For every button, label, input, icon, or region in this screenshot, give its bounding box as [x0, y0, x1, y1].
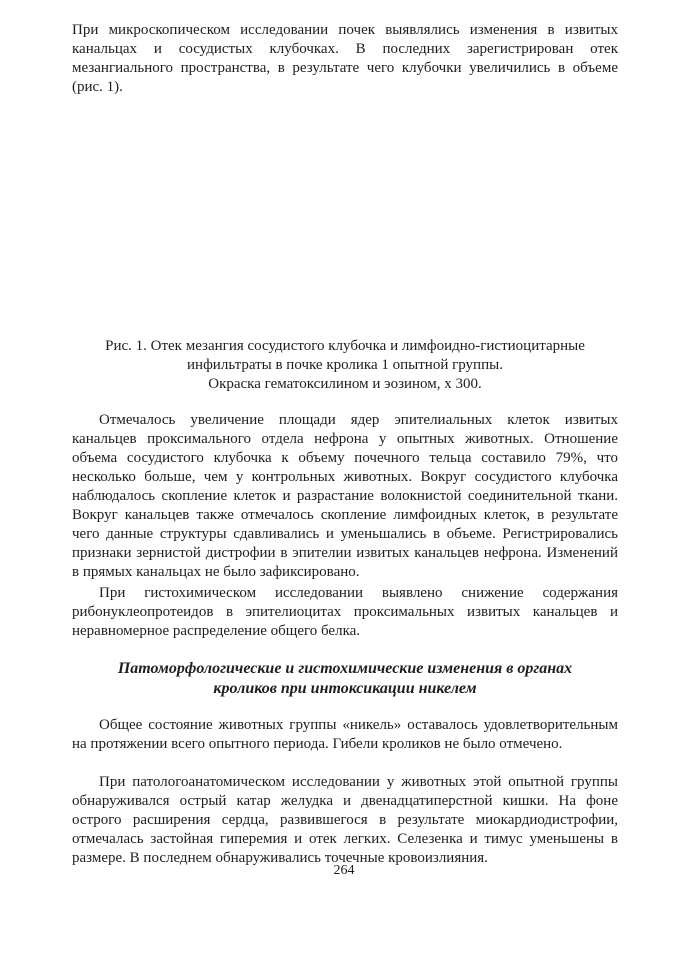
paragraph-histochemistry: При гистохимическом исследовании выявлено снижение содержания рибонуклеопротеидов в эпителиоцитах проксимальных извитых канальцев и неравномерное распределение общего белка.	[72, 585, 618, 639]
caption-line-2: инфильтраты в почке кролика 1 опытной группы.	[187, 357, 503, 373]
heading-line-2: кроликов при интоксикации никелем	[213, 680, 477, 697]
caption-line-3: Окраска гематоксилином и эозином, х 300.	[208, 376, 482, 392]
paragraph-pathology: При патологоанатомическом исследовании у животных этой опытной группы обнаруживался острый катар желудка и двенадцатиперстной кишки. На фоне острого расширения сердца, развившегося в результате миокардиодистрофии, отмечалась застойная гиперемия и отек легких. Селезенка и тимус уменьшены в размере. В последнем обнаруживались точечные кровоизлияния.	[72, 774, 618, 866]
page-number: 264	[333, 863, 355, 878]
paragraph-microscopy: При микроскопическом исследовании почек выявлялись изменения в извитых канальцах и сосудистых клубочках. В последних зарегистрирован отек мезангиального пространства, в результате чего клубочки увеличились в объеме (рис. 1).	[72, 22, 618, 95]
section-heading	[72, 659, 618, 699]
heading-line-1: Патоморфологические и гистохимические изменения в органах	[117, 660, 573, 677]
paragraph-nuclei-area: Отмечалось увеличение площади ядер эпителиальных клеток извитых канальцев проксимального отдела нефрона у опытных животных. Отношение объема сосудистого клубочка к объему почечного тельца составило 79%, что несколько больше, чем у контрольных животных. Вокруг сосудистого клубочка наблюдалось скопление клеток и разрастание волокнистой соединительной ткани. Вокруг канальцев также отмечалось скопление лимфоидных клеток, в результате чего данные структуры сдавливались и уменьшались в объеме. Регистрировались признаки зернистой дистрофии в эпителии извитых канальцев нефрона. Изменений в прямых канальцах не было зафиксировано.	[72, 412, 618, 580]
caption-line-1: Рис. 1. Отек мезангия сосудистого клубочка и лимфоидно-гистиоцитарные	[105, 338, 585, 354]
paragraph-general-state: Общее состояние животных группы «никель» оставалось удовлетворительным на протяжении всего опытного периода. Гибели кроликов не было отмечено.	[72, 717, 618, 752]
figure-placeholder	[72, 110, 618, 330]
figure-caption	[72, 337, 618, 394]
